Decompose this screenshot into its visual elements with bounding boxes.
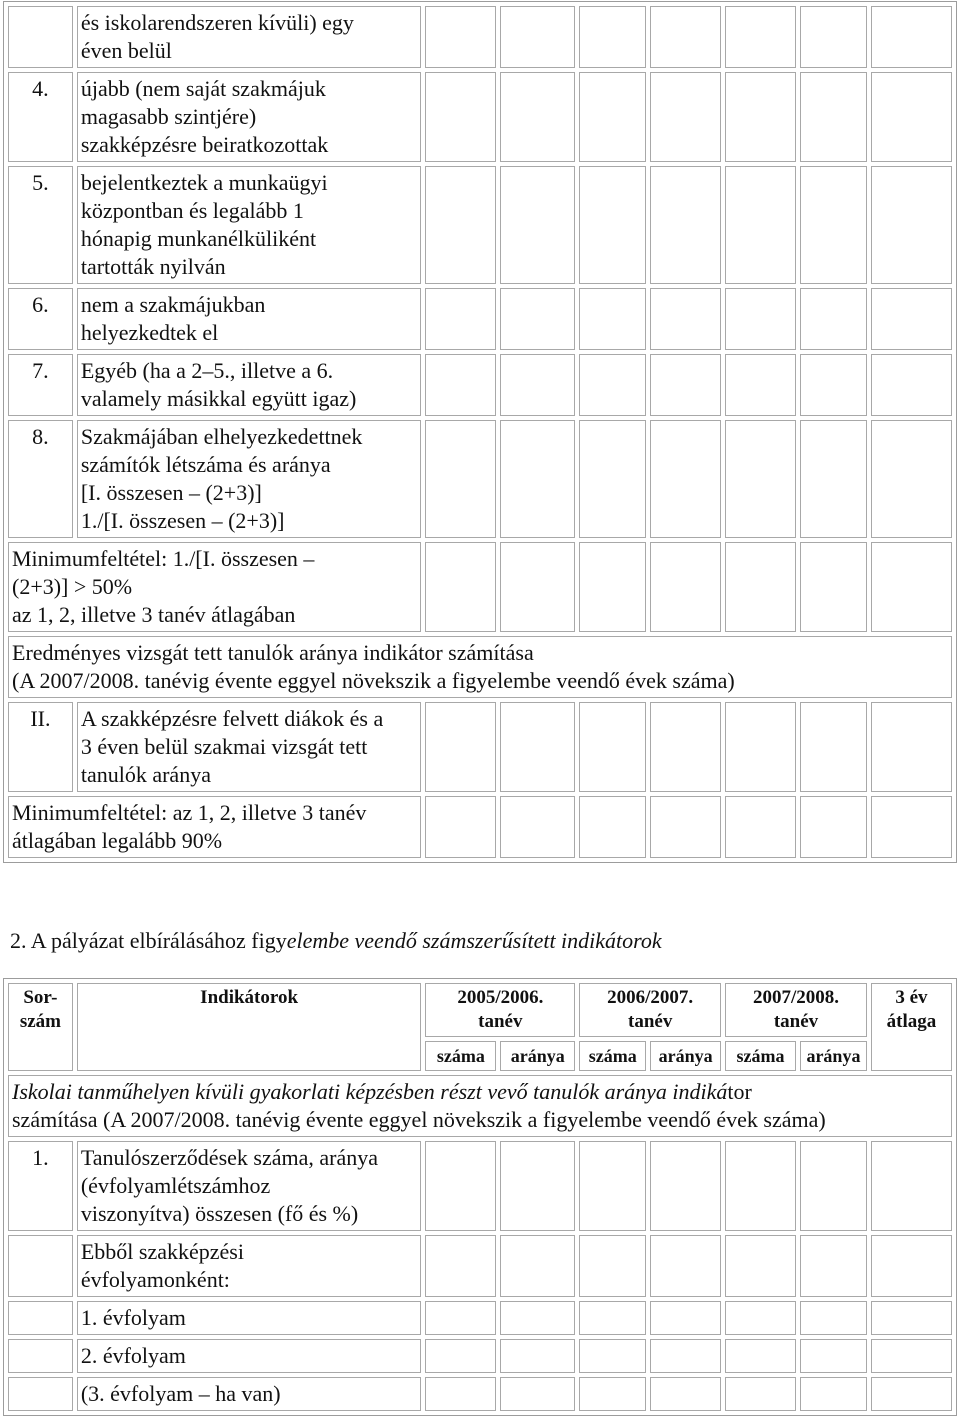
empty-cell	[800, 542, 867, 632]
header-ratio: aránya	[650, 1041, 721, 1071]
row-number: II.	[8, 702, 73, 792]
table-row	[8, 1377, 952, 1411]
empty-cell	[725, 1235, 796, 1297]
row-text: Tanulószerződések száma, aránya (évfolyamlétszámhoz viszonyítva) összesen (fő és %)	[77, 1141, 422, 1231]
table-row	[8, 72, 952, 162]
empty-cell	[425, 1339, 496, 1373]
empty-cell	[871, 6, 952, 68]
empty-cell	[650, 542, 721, 632]
empty-cell	[650, 72, 721, 162]
section-heading	[10, 926, 662, 956]
empty-cell	[725, 542, 796, 632]
empty-cell	[579, 288, 646, 350]
empty-cell	[725, 1377, 796, 1411]
row-text: bejelentkeztek a munkaügyi központban és legalább 1 hónapig munkanélküliként tartották nyilván	[77, 166, 422, 284]
empty-cell	[871, 702, 952, 792]
empty-cell	[500, 1235, 575, 1297]
empty-cell	[500, 796, 575, 858]
empty-cell	[650, 1377, 721, 1411]
empty-cell	[725, 1339, 796, 1373]
empty-cell	[725, 6, 796, 68]
empty-cell	[650, 796, 721, 858]
row-number: 5.	[8, 166, 73, 284]
empty-cell	[650, 1301, 721, 1335]
empty-cell	[800, 1301, 867, 1335]
empty-cell	[500, 542, 575, 632]
empty-cell	[650, 166, 721, 284]
empty-cell	[579, 420, 646, 538]
row-number: 4.	[8, 72, 73, 162]
empty-cell	[650, 702, 721, 792]
empty-cell	[500, 288, 575, 350]
table-row	[8, 1235, 952, 1297]
empty-cell	[871, 1235, 952, 1297]
empty-cell	[650, 1141, 721, 1231]
header-indicators: Indikátorok	[77, 983, 422, 1071]
empty-cell	[800, 1235, 867, 1297]
empty-cell	[500, 1377, 575, 1411]
empty-cell	[725, 1141, 796, 1231]
empty-cell	[425, 166, 496, 284]
empty-cell	[425, 6, 496, 68]
empty-cell	[425, 542, 496, 632]
empty-cell	[800, 796, 867, 858]
table-row	[8, 6, 952, 68]
empty-cell	[425, 420, 496, 538]
heading-italic: elembe veendő számszerűsített indikátorok	[286, 928, 662, 953]
empty-cell	[871, 1339, 952, 1373]
empty-cell	[871, 420, 952, 538]
header-ratio: aránya	[800, 1041, 867, 1071]
row-text: 2. évfolyam	[77, 1339, 422, 1373]
empty-cell	[425, 1235, 496, 1297]
header-count: száma	[425, 1041, 496, 1071]
empty-cell	[725, 796, 796, 858]
row-number: 6.	[8, 288, 73, 350]
empty-cell	[425, 1377, 496, 1411]
empty-cell	[425, 796, 496, 858]
empty-cell	[800, 354, 867, 416]
empty-cell	[800, 1377, 867, 1411]
empty-cell	[650, 420, 721, 538]
heading-plain: 2. A pályázat elbírálásához figy	[10, 928, 287, 953]
empty-cell	[650, 1339, 721, 1373]
empty-cell	[650, 1235, 721, 1297]
empty-cell	[579, 1339, 646, 1373]
empty-cell	[725, 72, 796, 162]
empty-cell	[725, 288, 796, 350]
empty-cell	[500, 6, 575, 68]
empty-cell	[650, 288, 721, 350]
empty-cell	[579, 702, 646, 792]
section-title	[8, 1075, 952, 1137]
header-year-2007-2008: 2007/2008. tanév	[725, 983, 867, 1037]
empty-cell	[650, 354, 721, 416]
table-row	[8, 420, 952, 538]
empty-cell	[579, 1141, 646, 1231]
empty-cell	[579, 1377, 646, 1411]
section-title: Eredményes vizsgát tett tanulók aránya indikátor számítása (A 2007/2008. tanévig évente eggyel növekszik a figyelembe veendő évek száma)	[8, 636, 952, 698]
empty-cell	[500, 1141, 575, 1231]
empty-cell	[579, 6, 646, 68]
section-row	[8, 636, 952, 698]
section-row	[8, 1075, 952, 1137]
row-text: Egyéb (ha a 2–5., illetve a 6. valamely másikkal együtt igaz)	[77, 354, 422, 416]
empty-cell	[871, 1301, 952, 1335]
empty-cell	[500, 354, 575, 416]
row-text: Szakmájában elhelyezkedettnek számítók létszáma és aránya [I. összesen – (2+3)] 1./[I. összesen – (2+3)]	[77, 420, 422, 538]
row-text: 1. évfolyam	[77, 1301, 422, 1335]
empty-cell	[425, 1141, 496, 1231]
empty-cell	[871, 796, 952, 858]
empty-cell	[725, 1301, 796, 1335]
row-number: 7.	[8, 354, 73, 416]
empty-cell	[425, 354, 496, 416]
row-number: 1.	[8, 1141, 73, 1231]
empty-cell	[725, 420, 796, 538]
criteria-table	[3, 1, 957, 863]
empty-cell	[500, 1301, 575, 1335]
empty-cell	[871, 1377, 952, 1411]
empty-cell	[579, 72, 646, 162]
table-row	[8, 166, 952, 284]
row-number	[8, 1235, 73, 1297]
empty-cell	[579, 1301, 646, 1335]
empty-cell	[500, 72, 575, 162]
empty-cell	[579, 542, 646, 632]
row-text: nem a szakmájukban helyezkedtek el	[77, 288, 422, 350]
empty-cell	[800, 702, 867, 792]
minimum-requirement-row	[8, 796, 952, 858]
empty-cell	[650, 6, 721, 68]
empty-cell	[871, 542, 952, 632]
empty-cell	[579, 354, 646, 416]
indicators-table	[3, 978, 957, 1416]
row-text: A szakképzésre felvett diákok és a 3 éven belül szakmai vizsgát tett tanulók aránya	[77, 702, 422, 792]
empty-cell	[871, 354, 952, 416]
header-serial-number: Sor- szám	[8, 983, 73, 1071]
row-number	[8, 1377, 73, 1411]
empty-cell	[500, 420, 575, 538]
row-number: 8.	[8, 420, 73, 538]
empty-cell	[425, 702, 496, 792]
table-row	[8, 354, 952, 416]
empty-cell	[800, 6, 867, 68]
header-year-2006-2007: 2006/2007. tanév	[579, 983, 721, 1037]
empty-cell	[425, 288, 496, 350]
empty-cell	[800, 166, 867, 284]
section-title-plain: tor számítása (A 2007/2008. tanévig évente eggyel növekszik a figyelembe veendő évek száma)	[12, 1079, 826, 1132]
empty-cell	[579, 166, 646, 284]
empty-cell	[579, 796, 646, 858]
table-row	[8, 1301, 952, 1335]
header-count: száma	[725, 1041, 796, 1071]
row-text: újabb (nem saját szakmájuk magasabb szintjére) szakképzésre beiratkozottak	[77, 72, 422, 162]
minimum-requirement-row	[8, 542, 952, 632]
empty-cell	[725, 166, 796, 284]
header-three-year-average: 3 év átlaga	[871, 983, 952, 1071]
table-row	[8, 1141, 952, 1231]
empty-cell	[871, 166, 952, 284]
minimum-requirement-text: Minimumfeltétel: az 1, 2, illetve 3 tanév átlagában legalább 90%	[8, 796, 421, 858]
empty-cell	[425, 1301, 496, 1335]
row-text: Ebből szakképzési évfolyamonként:	[77, 1235, 422, 1297]
empty-cell	[500, 1339, 575, 1373]
empty-cell	[800, 1339, 867, 1373]
row-text: és iskolarendszeren kívüli) egy éven belül	[77, 6, 422, 68]
empty-cell	[500, 702, 575, 792]
header-count: száma	[579, 1041, 646, 1071]
empty-cell	[871, 1141, 952, 1231]
section-title-italic: Iskolai tanműhelyen kívüli gyakorlati képzésben részt vevő tanulók aránya indiká	[12, 1079, 728, 1104]
empty-cell	[725, 702, 796, 792]
header-year-2005-2006: 2005/2006. tanév	[425, 983, 575, 1037]
empty-cell	[871, 72, 952, 162]
header-row	[8, 983, 952, 1037]
row-text: (3. évfolyam – ha van)	[77, 1377, 422, 1411]
empty-cell	[871, 288, 952, 350]
empty-cell	[500, 166, 575, 284]
minimum-requirement-text: Minimumfeltétel: 1./[I. összesen – (2+3)] > 50% az 1, 2, illetve 3 tanév átlagában	[8, 542, 421, 632]
header-ratio: aránya	[500, 1041, 575, 1071]
table-row	[8, 288, 952, 350]
empty-cell	[425, 72, 496, 162]
empty-cell	[800, 288, 867, 350]
row-number	[8, 6, 73, 68]
empty-cell	[800, 1141, 867, 1231]
empty-cell	[800, 72, 867, 162]
table-row	[8, 1339, 952, 1373]
empty-cell	[725, 354, 796, 416]
empty-cell	[800, 420, 867, 538]
empty-cell	[579, 1235, 646, 1297]
row-number	[8, 1301, 73, 1335]
row-number	[8, 1339, 73, 1373]
table-row	[8, 702, 952, 792]
